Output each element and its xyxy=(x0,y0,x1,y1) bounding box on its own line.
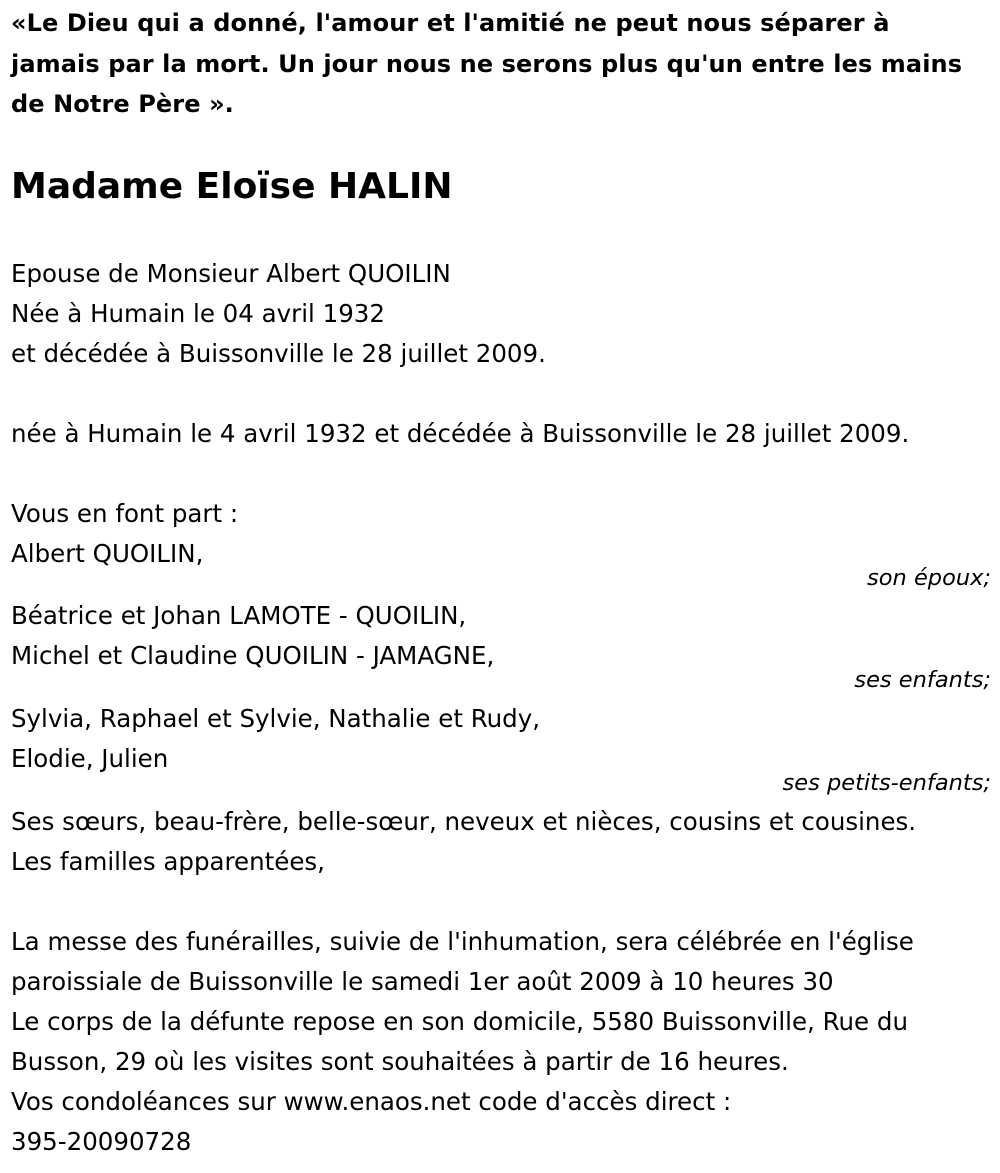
ceremony-line: Busson, 29 où les visites sont souhaitées à partir de 16 heures. xyxy=(11,1047,789,1076)
ceremony-line: Le corps de la défunte repose en son domicile, 5580 Buissonville, Rue du xyxy=(11,1007,908,1036)
condolences-line: Vos condoléances sur www.enaos.net code d'accès direct : xyxy=(11,1087,732,1116)
children-role: ses enfants; xyxy=(854,667,991,693)
spouse-line: Epouse de Monsieur Albert QUOILIN xyxy=(11,259,451,288)
grandchild-line: Elodie, Julien xyxy=(11,744,169,773)
grandchild-line: Sylvia, Raphael et Sylvie, Nathalie et Rudy, xyxy=(11,704,541,733)
birth-line: Née à Humain le 04 avril 1932 xyxy=(11,299,385,328)
child-line: Michel et Claudine QUOILIN - JAMAGNE, xyxy=(11,641,495,670)
death-line: et décédée à Buissonville le 28 juillet 2009. xyxy=(11,339,546,368)
quote-line: de Notre Père ». xyxy=(11,90,234,118)
ceremony-line: La messe des funérailles, suivie de l'inhumation, sera célébrée en l'église xyxy=(11,927,914,956)
epigraph-quote xyxy=(11,3,991,125)
quote-line: jamais par la mort. Un jour nous ne serons plus qu'un entre les mains xyxy=(11,49,963,78)
announce-intro: Vous en font part : xyxy=(11,499,239,528)
relatives-line: Les familles apparentées, xyxy=(11,847,325,876)
access-code: 395-20090728 xyxy=(11,1127,192,1156)
grandchildren-role: ses petits-enfants; xyxy=(782,770,991,796)
relatives-line: Ses sœurs, beau-frère, belle-sœur, neveux et nièces, cousins et cousines. xyxy=(11,807,917,836)
spouse-name: Albert QUOILIN, xyxy=(11,539,204,568)
summary-line: née à Humain le 4 avril 1932 et décédée à Buissonville le 28 juillet 2009. xyxy=(11,419,910,448)
obituary-notice xyxy=(11,0,991,1156)
ceremony-line: paroissiale de Buissonville le samedi 1er août 2009 à 10 heures 30 xyxy=(11,967,834,996)
spouse-role: son époux; xyxy=(867,565,991,591)
quote-line: «Le Dieu qui a donné, l'amour et l'amitié ne peut nous séparer à xyxy=(11,9,890,37)
deceased-name: Madame Eloïse HALIN xyxy=(11,166,453,207)
child-line: Béatrice et Johan LAMOTE - QUOILIN, xyxy=(11,601,467,630)
